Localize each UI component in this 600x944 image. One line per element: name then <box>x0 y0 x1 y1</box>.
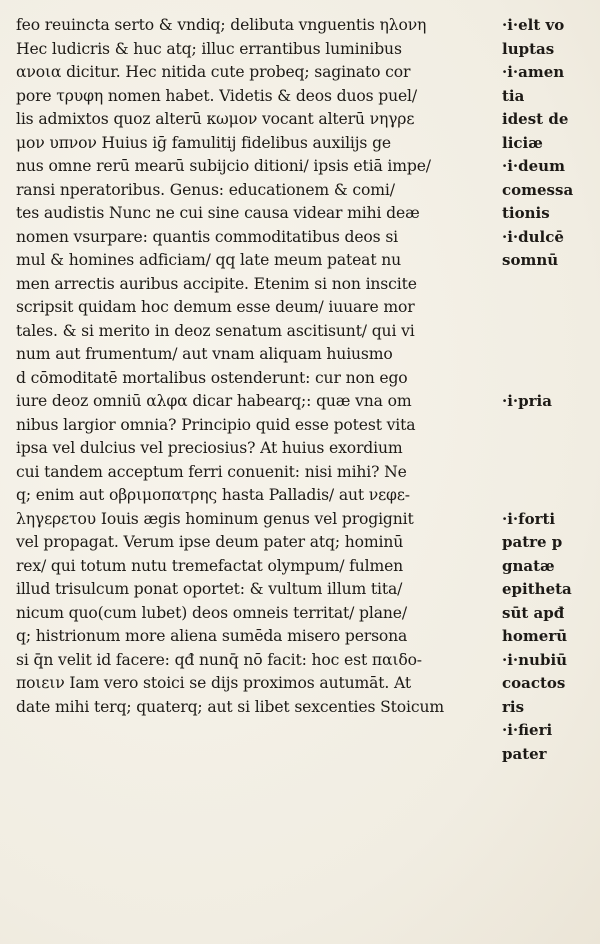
gloss-line: ·i·forti <box>502 509 556 528</box>
text-line: tes audistis Nunc ne cui sine causa videar mihi deæ <box>16 204 420 222</box>
gloss-line: idest de <box>502 110 569 128</box>
gloss-line: ·i·dulcē <box>502 227 564 246</box>
gloss-line <box>502 367 598 391</box>
text-line: μον υπνον Huius iḡ famulitij fidelibus auxilijs ge <box>16 133 391 152</box>
text-line: vel propagat. Verum ipse deum pater atq; hominū <box>16 533 404 551</box>
gloss-line: ·i·nubiū <box>502 650 568 669</box>
text-line: Hec ludicris & huc atq; illuc errantibus luminibus <box>16 39 402 58</box>
main-text-block <box>16 14 494 719</box>
text-line: ipsa vel dulcius vel preciosius? At huius exordium <box>16 439 403 457</box>
gloss-line: ·i·elt vo <box>502 16 565 34</box>
text-line: q; enim aut οβριμοπατρης hasta Palladis/ aut νεφε- <box>16 486 410 504</box>
text-line: rex/ qui totum nutu tremefactat olympum/ fulmen <box>16 556 404 575</box>
gloss-line: ·i·deum <box>502 157 565 175</box>
gloss-line <box>502 484 598 508</box>
gloss-line: gnatæ <box>502 556 555 575</box>
text-line: illud trisulcum ponat oportet: & vultum illum tita/ <box>16 580 403 598</box>
text-line: scripsit quidam hoc demum esse deum/ iuuare mor <box>16 298 415 316</box>
text-line: lis admixtos quoz alterū κωμον vocant alterū νηγρε <box>16 110 415 128</box>
gloss-line <box>502 437 598 461</box>
text-line: d cōmoditatē mortalibus ostenderunt: cur non ego <box>16 368 408 387</box>
text-line: mul & homines adficiam/ qq late meum pateat nu <box>16 251 402 269</box>
text-line: num aut frumentum/ aut vnam aliquam huiusmo <box>16 345 393 363</box>
text-line: nibus largior omnia? Principio quid esse potest vita <box>16 415 416 434</box>
text-line: ληγερετου Iouis ægis hominum genus vel progignit <box>16 509 414 528</box>
gloss-line: pater <box>502 744 547 763</box>
gloss-line: tionis <box>502 204 550 222</box>
text-line: nus omne rerū mearū subijcio ditioni/ ipsis etiā impe/ <box>16 157 431 175</box>
gloss-line: coactos <box>502 674 566 692</box>
gloss-line: tia <box>502 86 525 105</box>
gloss-line: homerū <box>502 627 568 645</box>
gloss-line <box>502 343 598 367</box>
gloss-line: ·i·amen <box>502 63 565 81</box>
text-line: ransi nperatoribus. Genus: educationem & comi/ <box>16 180 395 199</box>
text-line: pore τρυφη nomen habet. Videtis & deos duos puel/ <box>16 86 417 105</box>
gloss-line: sūt apđ <box>502 603 565 622</box>
gloss-line: epitheta <box>502 580 572 598</box>
marginal-gloss-column <box>502 14 598 766</box>
text-line: si q̄n velit id facere: qđ nunq̄ nō facit: hoc est παιδο- <box>16 650 422 669</box>
gloss-line: somnū <box>502 251 559 269</box>
text-line: feo reuincta serto & vndiq; delibuta vnguentis ηλονη <box>16 16 427 34</box>
gloss-line <box>502 273 598 297</box>
text-line: nomen vsurpare: quantis commoditatibus deos si <box>16 227 399 246</box>
gloss-line <box>502 414 598 438</box>
text-line: ποιειν Iam vero stoici se dijs proximos autumāt. At <box>16 674 411 692</box>
text-line: men arrectis auribus accipite. Etenim si non inscite <box>16 274 417 293</box>
gloss-line: luptas <box>502 39 555 58</box>
text-line: cui tandem acceptum ferri conuenit: nisi mihi? Ne <box>16 462 407 481</box>
gloss-line <box>502 296 598 320</box>
text-line: tales. & si merito in deoz senatum ascitisunt/ qui vi <box>16 321 415 340</box>
gloss-line: comessa <box>502 180 574 199</box>
gloss-line: liciæ <box>502 133 543 152</box>
text-line: iure deoz omniū αλφα dicar habearq;: quæ vna om <box>16 392 412 410</box>
text-line: nicum quo(cum lubet) deos omneis territat/ plane/ <box>16 603 407 622</box>
gloss-line: ·i·pria <box>502 392 552 410</box>
gloss-line: ris <box>502 697 525 716</box>
gloss-line: patre p <box>502 533 563 551</box>
gloss-line <box>502 320 598 344</box>
text-line: ανοια dicitur. Hec nitida cute probeq; saginato cor <box>16 63 411 81</box>
text-line: date mihi terq; quaterq; aut si libet sexcenties Stoicum <box>16 697 444 716</box>
gloss-line: ·i·fieri <box>502 721 553 739</box>
text-line: q; histrionum more aliena sumēda misero persona <box>16 627 408 645</box>
gloss-line <box>502 461 598 485</box>
